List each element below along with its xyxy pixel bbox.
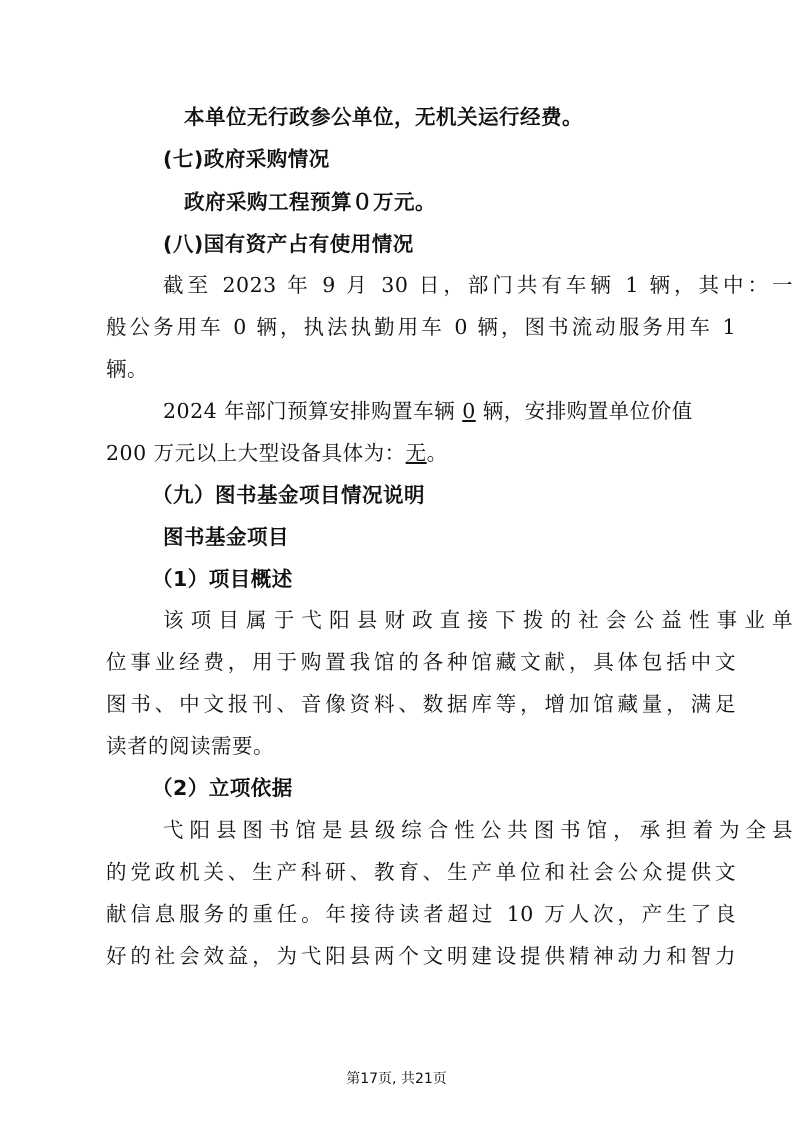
page-number-footer: 第17页, 共21页 — [346, 1071, 447, 1087]
paragraph-basis-line-2: 的党政机关、生产科研、教育、生产单位和社会公众提供文 — [106, 860, 736, 884]
paragraph-budget-line-2 — [106, 438, 448, 468]
heading-book-fund: （九）图书基金项目情况说明 — [152, 483, 425, 507]
paragraph-basis-line-4: 好的社会效益，为弋阳县两个文明建设提供精神动力和智力 — [106, 944, 736, 968]
paragraph-basis-line-3: 献信息服务的重任。年接待读者超过 10 万人次，产生了良 — [106, 902, 736, 926]
budget-text-a: 2024 年部门预算安排购置车辆 — [163, 399, 463, 423]
budget-vehicle-count: 0 — [462, 399, 476, 423]
budget-text-b: 辆，安排购置单位价值 — [475, 399, 693, 423]
paragraph-overview-line-4: 读者的阅读需要。 — [106, 734, 274, 758]
equipment-text-b: 。 — [426, 441, 448, 465]
paragraph-vehicles-line-2: 般公务用车 0 辆，执法执勤用车 0 辆，图书流动服务用车 1 — [106, 315, 736, 339]
paragraph-budget-line-1 — [163, 396, 693, 426]
heading-project-basis: （2）立项依据 — [152, 776, 293, 800]
paragraph-vehicles-line-1: 截至 2023 年 9 月 30 日，部门共有车辆 1 辆，其中：一 — [163, 273, 793, 297]
paragraph-overview-line-3: 图书、中文报刊、音像资料、数据库等，增加馆藏量，满足 — [106, 692, 736, 716]
paragraph-overview-line-1: 该项目属于弋阳县财政直接下拨的社会公益性事业单 — [163, 608, 793, 632]
heading-state-assets: (八)国有资产占有使用情况 — [163, 232, 414, 256]
paragraph-procurement-budget: 政府采购工程预算０万元。 — [184, 190, 436, 214]
heading-project-overview: （1）项目概述 — [152, 567, 293, 591]
paragraph-basis-line-1: 弋阳县图书馆是县级综合性公共图书馆，承担着为全县 — [163, 818, 793, 842]
paragraph-no-admin-units: 本单位无行政参公单位，无机关运行经费。 — [184, 105, 583, 129]
paragraph-vehicles-line-3: 辆。 — [106, 357, 148, 381]
equipment-text-a: 200 万元以上大型设备具体为： — [106, 441, 406, 465]
subheading-book-fund-project: 图书基金项目 — [163, 525, 289, 549]
equipment-value: 无 — [405, 441, 427, 465]
heading-government-procurement: (七)政府采购情况 — [163, 147, 330, 171]
paragraph-overview-line-2: 位事业经费，用于购置我馆的各种馆藏文献，具体包括中文 — [106, 650, 736, 674]
